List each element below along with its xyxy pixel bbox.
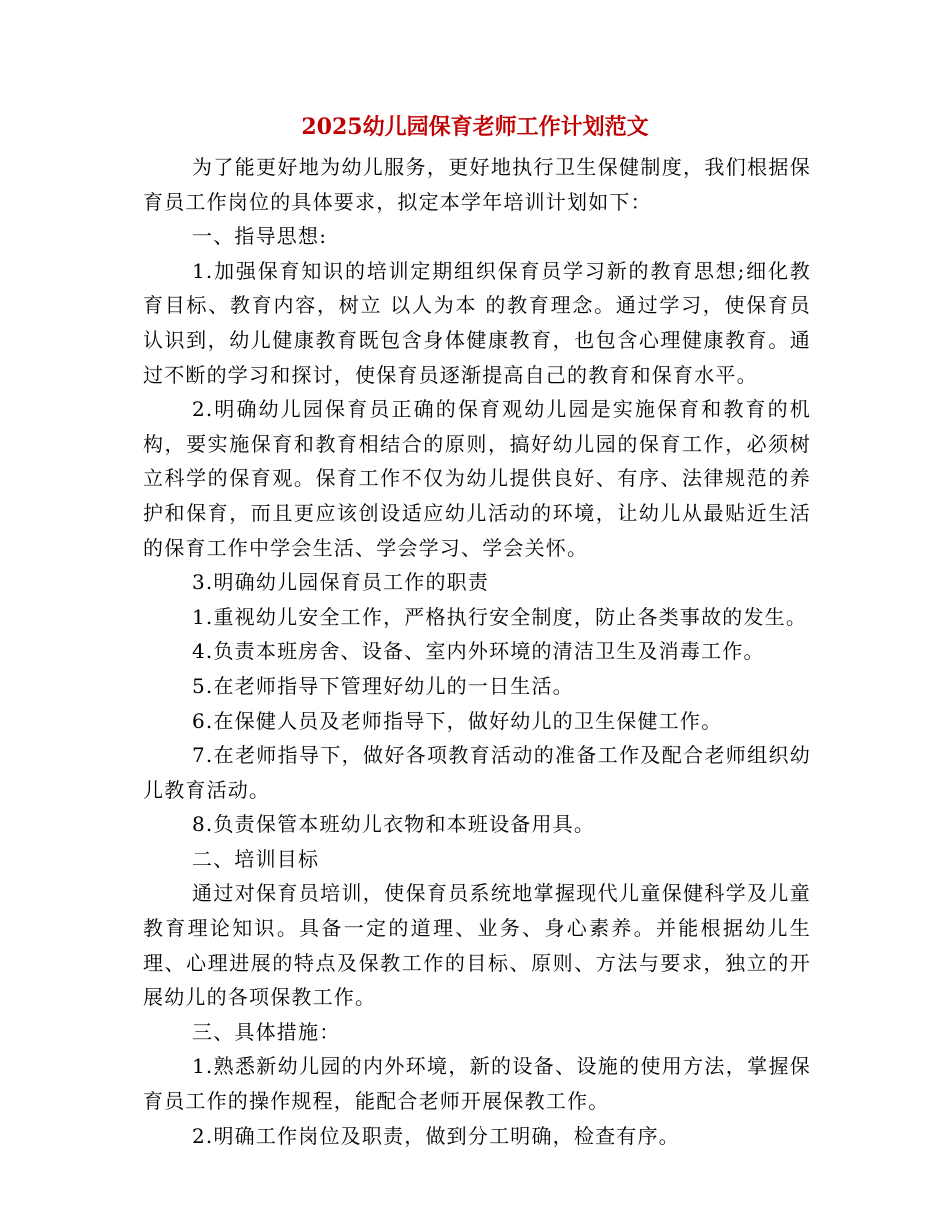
- paragraph-item: 1.重视幼儿安全工作，严格执行安全制度，防止各类事故的发生。: [192, 604, 808, 629]
- document-body: [143, 150, 811, 1153]
- section-heading-specific-measures: 三、具体措施：: [192, 1019, 341, 1044]
- paragraph-item: 2.明确幼儿园保育员正确的保育观幼儿园是实施保育和教育的机构，要实施保育和教育相结合的原则，搞好幼儿园的保育工作，必须树立科学的保育观。保育工作不仅为幼儿提供良好、有序、法律规范的养护和保育，而且更应该创设适应幼儿活动的环境，让幼儿从最贴近生活的保育工作中学会生活、学会学习、学会关怀。: [143, 397, 811, 560]
- paragraph-item: 3.明确幼儿园保育员工作的职责: [192, 570, 490, 595]
- paragraph-item: 6.在保健人员及老师指导下，做好幼儿的卫生保健工作。: [192, 708, 723, 733]
- paragraph-item: 5.在老师指导下管理好幼儿的一日生活。: [192, 673, 574, 698]
- section-heading-guiding-ideas: 一、指导思想:: [192, 224, 328, 249]
- paragraph-item: 7.在老师指导下，做好各项教育活动的准备工作及配合老师组织幼儿教育活动。: [143, 743, 811, 802]
- paragraph-item: 1.熟悉新幼儿园的内外环境，新的设备、设施的使用方法，掌握保育员工作的操作规程，能配合老师开展保教工作。: [143, 1054, 811, 1114]
- section-heading-training-goals: 二、培训目标: [192, 846, 320, 871]
- document-title: 2025幼儿园保育老师工作计划范文: [301, 114, 649, 140]
- paragraph-item: 通过对保育员培训，使保育员系统地掌握现代儿童保健科学及儿童教育理论知识。具备一定的道理、业务、身心素养。并能根据幼儿生理、心理进展的特点及保教工作的目标、原则、方法与要求，独立的开展幼儿的各项保教工作。: [143, 881, 811, 1010]
- intro-paragraph: 为了能更好地为幼儿服务，更好地执行卫生保健制度，我们根据保育员工作岗位的具体要求，拟定本学年培训计划如下：: [143, 155, 811, 214]
- paragraph-item: 8.负责保管本班幼儿衣物和本班设备用具。: [192, 812, 596, 837]
- paragraph-item: 2.明确工作岗位及职责，做到分工明确，检查有序。: [192, 1123, 680, 1148]
- paragraph-item: 1.加强保育知识的培训定期组织保育员学习新的教育思想;细化教育目标、教育内容，树立 以人为本 的教育理念。通过学习，使保育员认识到，幼儿健康教育既包含身体健康教育，也包含心理健康教育。通过不断的学习和探讨，使保育员逐渐提高自己的教育和保育水平。: [143, 258, 811, 387]
- paragraph-item: 4.负责本班房舍、设备、室内外环境的清洁卫生及消毒工作。: [192, 639, 765, 664]
